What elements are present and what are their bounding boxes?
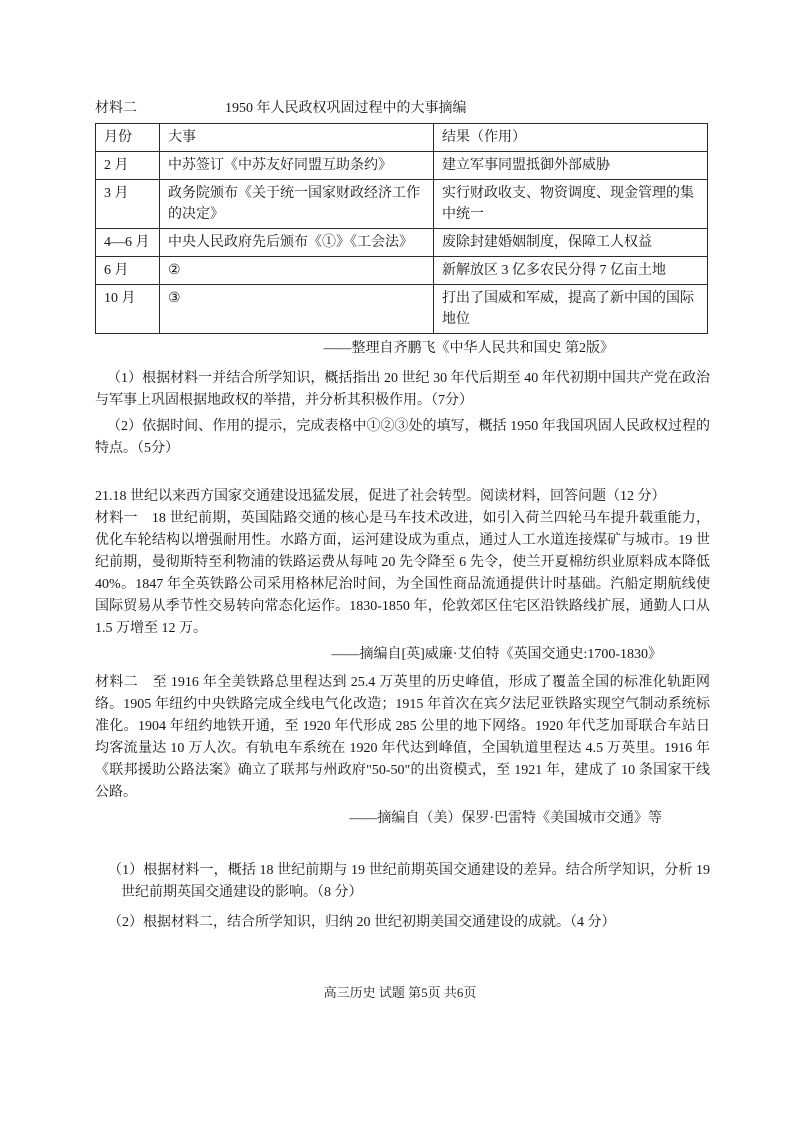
- material-2-text: 材料二 至 1916 年全美铁路总里程达到 25.4 万英里的历史峰值，形成了覆盖全国的标准化轨距网络。1905 年纽约中央铁路完成全线电气化改造；1915 年首次在宾夕法尼亚铁路实现空气制动系统标准化。1904 年纽约地铁开通，至 1920 年代形成 285 公里的地下网络。1920 年代芝加哥联合车站日均客流量达 10 万人次。有轨电车系统在 1920 年代达到峰值，全国轨道里程达 4.5 万英里。1916 年《联邦援助公路法案》确立了联邦与州政府"50-50"的出资模式，至 1921 年，建成了 10 条国家干线公路。: [95, 675, 710, 800]
- cell-result: 废除封建婚姻制度，保障工人权益: [434, 229, 708, 257]
- events-table: [95, 123, 708, 334]
- table-row: [96, 229, 708, 257]
- table-header-event: 大事: [160, 124, 434, 152]
- table-source-citation: ——整理自齐鹏飞《中华人民共和国史 第2版》: [323, 341, 614, 356]
- cell-result: 建立军事同盟抵御外部威胁: [434, 152, 708, 180]
- question-20-2: （2）依据时间、作用的提示，完成表格中①②③处的填写，概括 1950 年我国巩固人民政权过程的特点。（5分）: [95, 419, 710, 456]
- cell-event: 中苏签订《中苏友好同盟互助条约》: [160, 152, 434, 180]
- material-1-text: 材料一 18 世纪前期，英国陆路交通的核心是马车技术改进，如引入荷兰四轮马车提升载重能力，优化车轮结构以增强耐用性。水路方面，运河建设成为重点，通过人工水道连接煤矿与城市。19 世纪前期，曼彻斯特至利物浦的铁路运费从每吨 20 先令降至 6 先令，使兰开夏棉纺织业原料成本降低 40%。1847 年全英铁路公司采用格林尼治时间，为全国性商品流通提供计时基础。汽船定期航线使国际贸易从季节性交易转向常态化运作。1830-1850 年，伦敦郊区住宅区沿铁路线扩展，通勤人口从 1.5 万增至 12 万。: [95, 511, 710, 636]
- cell-event: 中央人民政府先后颁布《①》《工会法》: [160, 229, 434, 257]
- cell-month: 6 月: [96, 257, 160, 285]
- question-21-2: （2）根据材料二，结合所学知识，归纳 20 世纪初期美国交通建设的成就。（4 分）: [108, 915, 616, 930]
- table-row: [96, 180, 708, 229]
- material-2-title: 1950 年人民政权巩固过程中的大事摘编: [225, 101, 467, 116]
- question-20-1: （1）根据材料一并结合所学知识，概括指出 20 世纪 30 年代后期至 40 年代初期中国共产党在政治与军事上巩固根据地政权的举措，并分析其积极作用。（7分）: [95, 371, 710, 408]
- page-footer: 高三历史 试题 第5页 共6页: [323, 985, 477, 1000]
- material-2-source-citation: ——摘编自（美）保罗·巴雷特《美国城市交通》等: [349, 811, 662, 826]
- material-2-label: 材料二: [95, 101, 137, 116]
- material-1-source-citation: ——摘编自[英]威廉·艾伯特《英国交通史:1700-1830》: [331, 647, 662, 662]
- cell-result: 新解放区 3 亿多农民分得 7 亿亩土地: [434, 257, 708, 285]
- cell-event: ③: [160, 285, 434, 334]
- table-row: [96, 285, 708, 334]
- question-21-1: （1）根据材料一，概括 18 世纪前期与 19 世纪前期英国交通建设的差异。结合所学知识，分析 19 世纪前期英国交通建设的影响。（8 分）: [108, 863, 710, 900]
- cell-month: 2 月: [96, 152, 160, 180]
- cell-month: 4—6 月: [96, 229, 160, 257]
- table-header-result: 结果（作用）: [434, 124, 708, 152]
- question-21-intro: 21.18 世纪以来西方国家交通建设迅猛发展，促进了社会转型。阅读材料，回答问题（12 分）: [95, 489, 666, 504]
- table-header-month: 月份: [96, 124, 160, 152]
- table-header-row: [96, 124, 708, 152]
- cell-result: 打出了国威和军威，提高了新中国的国际地位: [434, 285, 708, 334]
- cell-event: 政务院颁布《关于统一国家财政经济工作的决定》: [160, 180, 434, 229]
- cell-event: ②: [160, 257, 434, 285]
- cell-result: 实行财政收支、物资调度、现金管理的集中统一: [434, 180, 708, 229]
- table-row: [96, 257, 708, 285]
- table-row: [96, 152, 708, 180]
- cell-month: 10 月: [96, 285, 160, 334]
- material-2-heading: [95, 98, 710, 120]
- cell-month: 3 月: [96, 180, 160, 229]
